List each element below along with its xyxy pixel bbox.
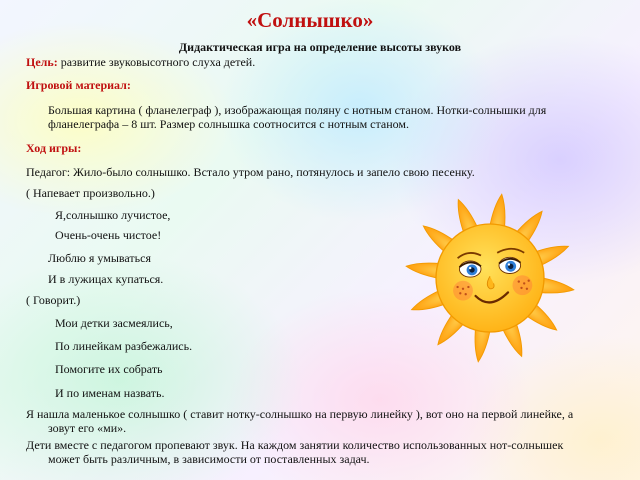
material-label: Игровой материал:	[26, 78, 131, 92]
verse2-line: Помогите их собрать	[55, 362, 163, 376]
goal-label: Цель:	[26, 55, 58, 69]
right-eye	[499, 257, 521, 273]
progress-label: Ход игры:	[26, 141, 82, 155]
sings-line: ( Напевает произвольно.)	[26, 186, 155, 200]
sun-illustration	[400, 188, 580, 368]
verse1-line: Люблю я умываться	[48, 251, 151, 265]
verse2-line: Мои детки засмеялись,	[55, 316, 173, 330]
verse1-line: Я,солнышко лучистое,	[55, 208, 171, 222]
page-title: «Солнышко»	[246, 8, 374, 32]
right-cheek	[513, 275, 533, 295]
verse1-line: И в лужицах купаться.	[48, 272, 164, 286]
material-text: Большая картина ( фланелеграф ), изображающая поляну с нотным станом. Нотки-солнышки для фланелеграфа – 8 шт. Размер солнышка соотносится с нотным станом.	[48, 103, 547, 131]
verse2-line: И по именам назвать.	[55, 386, 165, 400]
goal-text: развитие звуковысотного слуха детей.	[57, 55, 256, 69]
page-subtitle: Дидактическая игра на определение высоты звуков	[178, 40, 462, 54]
left-cheek	[453, 281, 473, 301]
says-line: ( Говорит.)	[26, 293, 81, 307]
found-paragraph: Я нашла маленькое солнышко ( ставит нотку-солнышко на первую линейку ), вот оно на первой линейке, а зовут его «ми».	[26, 407, 574, 435]
left-eye	[459, 261, 481, 277]
together-paragraph: Дети вместе с педагогом пропевают звук. На каждом занятии количество использованных нот-солнышек может быть различным, в зависимости от поставленных задач.	[26, 438, 564, 466]
goal-paragraph	[26, 55, 591, 69]
verse2-line: По линейкам разбежались.	[55, 339, 193, 353]
verse1-line: Очень-очень чистое!	[55, 228, 162, 242]
intro-line: Педагог: Жило-было солнышко. Встало утром рано, потянулось и запело свою песенку.	[26, 165, 475, 179]
